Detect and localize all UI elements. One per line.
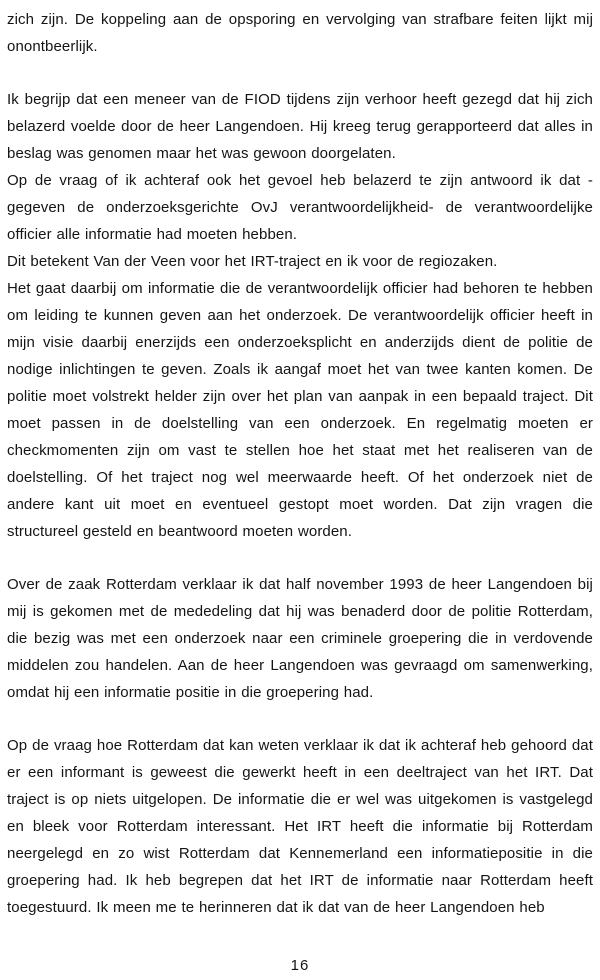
paragraph-dit-betekent: Dit betekent Van der Veen voor het IRT-traject en ik voor de regiozaken. — [7, 253, 498, 270]
paragraph-fiod-verhoor: Ik begrijp dat een meneer van de FIOD tijdens zijn verhoor heeft gezegd dat hij zich belazerd voelde door de heer Langendoen. Hij kreeg terug gerapporteerd dat alles in beslag was genomen maar het was gewoon doorgelaten. — [7, 91, 593, 162]
paragraph-verantwoordelijk-officier: Het gaat daarbij om informatie die de verantwoordelijk officier had behoren te hebben om leiding te kunnen geven aan het onderzoek. De verantwoordelijk officier heeft in mijn visie daarbij enerzijds een onderzoeksplicht en anderzijds dient de politie de nodige inlichtingen te geven. Zoals ik aangaf moet het van twee kanten komen. De politie moet volstrekt helder zijn over het plan van aanpak in een bepaald traject. Dit moet passen in de doelstelling van een onderzoek. En regelmatig moeten er checkmomenten zijn om vast te stellen hoe het staat met het realiseren van de doelstelling. Of het traject nog wel meerwaarde heeft. Of het onderzoek niet de andere kant uit moet en eventueel gestopt moet worden. Dat zijn vragen die structureel gesteld en beantwoord moeten worden. — [7, 280, 593, 540]
page-number: 16 — [290, 957, 310, 974]
paragraph-zaak-rotterdam: Over de zaak Rotterdam verklaar ik dat half november 1993 de heer Langendoen bij mij is gekomen met de mededeling dat hij was benaderd door de politie Rotterdam, die bezig was met een onderzoek naar een criminele groepering die in verdovende middelen zou handelen. Aan de heer Langendoen was gevraagd om samenwerking, omdat hij een informatie positie in die groepering had. — [7, 576, 593, 701]
paragraph-hoe-rotterdam-weten: Op de vraag hoe Rotterdam dat kan weten verklaar ik dat ik achteraf heb gehoord dat er een informant is geweest die gewerkt heeft in een deeltraject van het IRT. Dat traject is op niets uitgelopen. De informatie die er wel was uitgekomen is vastgelegd en bleek voor Rotterdam interessant. Het IRT heeft die informatie bij Rotterdam neergelegd en zo wist Rotterdam dat Kennemerland een informatiepositie in die groepering had. Ik heb begrepen dat het IRT de informatie naar Rotterdam heeft toegestuurd. Ik meen me te herinneren dat ik dat van de heer Langendoen heb — [7, 737, 593, 916]
paragraph-continuation: zich zijn. De koppeling aan de opsporing en vervolging van strafbare feiten lijkt mij onontbeerlijk. — [7, 11, 593, 55]
paragraph-op-de-vraag-belazerd: Op de vraag of ik achteraf ook het gevoel heb belazerd te zijn antwoord ik dat - gegeven de onderzoeksgerichte OvJ verantwoordelijkheid- de verantwoordelijke officier alle informatie had moeten hebben. — [7, 172, 593, 243]
